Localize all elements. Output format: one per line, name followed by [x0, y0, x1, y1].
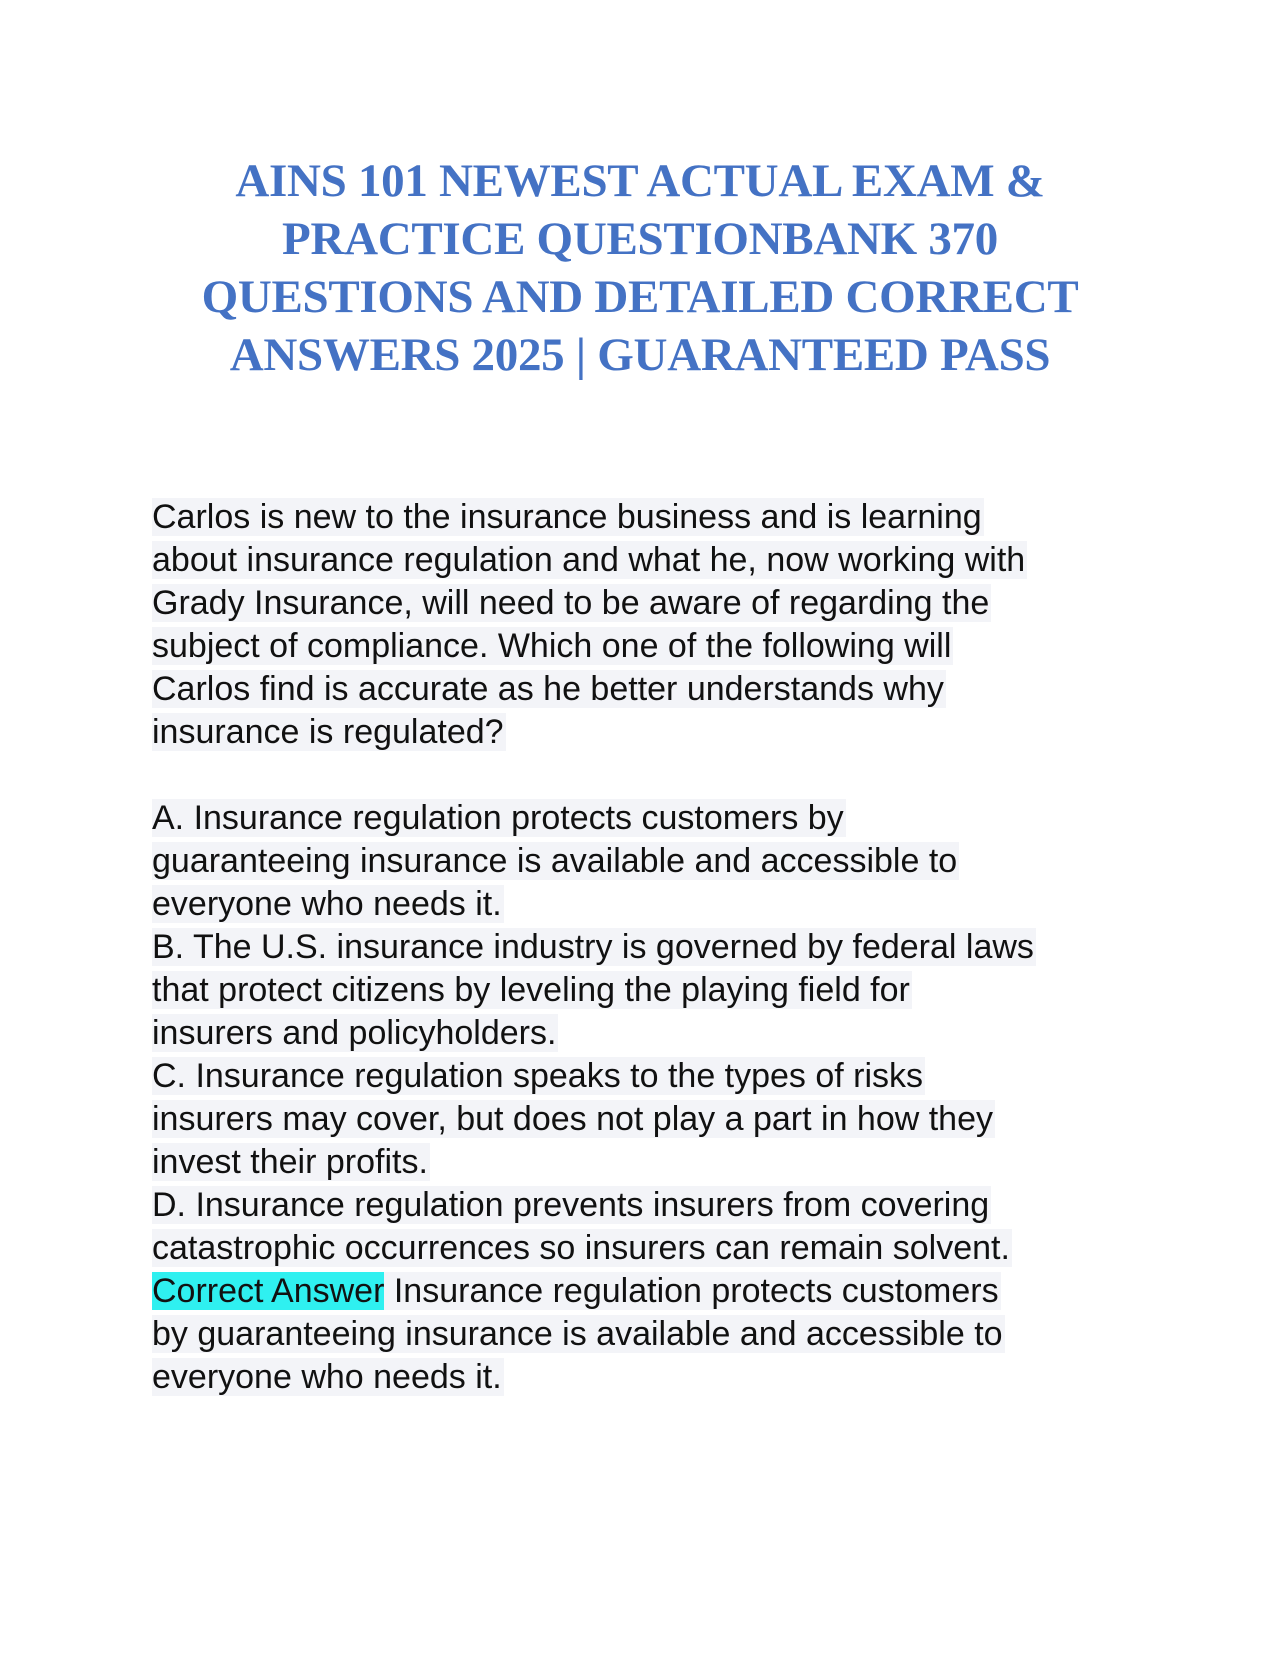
question-line: subject of compliance. Which one of the following will: [152, 627, 952, 665]
title-line: ANSWERS 2025 | GUARANTEED PASS: [229, 329, 1051, 381]
option-c-line: insurers may cover, but does not play a part in how they: [152, 1100, 994, 1138]
question-line: insurance is regulated?: [152, 713, 504, 751]
correct-answer: [152, 1270, 1152, 1399]
option-a-line: everyone who needs it.: [152, 885, 502, 923]
option-d-line: D. Insurance regulation prevents insurers from covering: [152, 1186, 990, 1224]
option-a-line: guaranteeing insurance is available and accessible to: [152, 842, 958, 880]
answer-options: [152, 797, 1152, 1270]
correct-answer-label: Correct Answer: [152, 1272, 385, 1310]
spacer: [152, 754, 1152, 797]
option-b-line: that protect citizens by leveling the playing field for: [152, 971, 910, 1009]
option-d-line: catastrophic occurrences so insurers can remain solvent.: [152, 1229, 1010, 1267]
title-line: QUESTIONS AND DETAILED CORRECT: [201, 271, 1079, 323]
option-b-line: insurers and policyholders.: [152, 1014, 557, 1052]
option-b-line: B. The U.S. insurance industry is governed by federal laws: [152, 928, 1034, 966]
question-stem: [152, 496, 1152, 754]
document-title: [140, 152, 1140, 384]
question-line: Carlos is new to the insurance business and is learning: [152, 498, 982, 536]
correct-answer-line: everyone who needs it.: [152, 1358, 502, 1396]
title-line: AINS 101 NEWEST ACTUAL EXAM &: [235, 155, 1045, 207]
correct-answer-text: Insurance regulation protects customers: [384, 1272, 999, 1310]
question-line: Grady Insurance, will need to be aware of regarding the: [152, 584, 990, 622]
question-line: about insurance regulation and what he, now working with: [152, 541, 1026, 579]
title-line: PRACTICE QUESTIONBANK 370: [282, 213, 998, 265]
question-line: Carlos find is accurate as he better understands why: [152, 670, 944, 708]
option-a-line: A. Insurance regulation protects customers by: [152, 799, 844, 837]
option-c-line: C. Insurance regulation speaks to the types of risks: [152, 1057, 924, 1095]
question-block: [152, 496, 1152, 1399]
option-c-line: invest their profits.: [152, 1143, 428, 1181]
correct-answer-line: by guaranteeing insurance is available and accessible to: [152, 1315, 1003, 1353]
